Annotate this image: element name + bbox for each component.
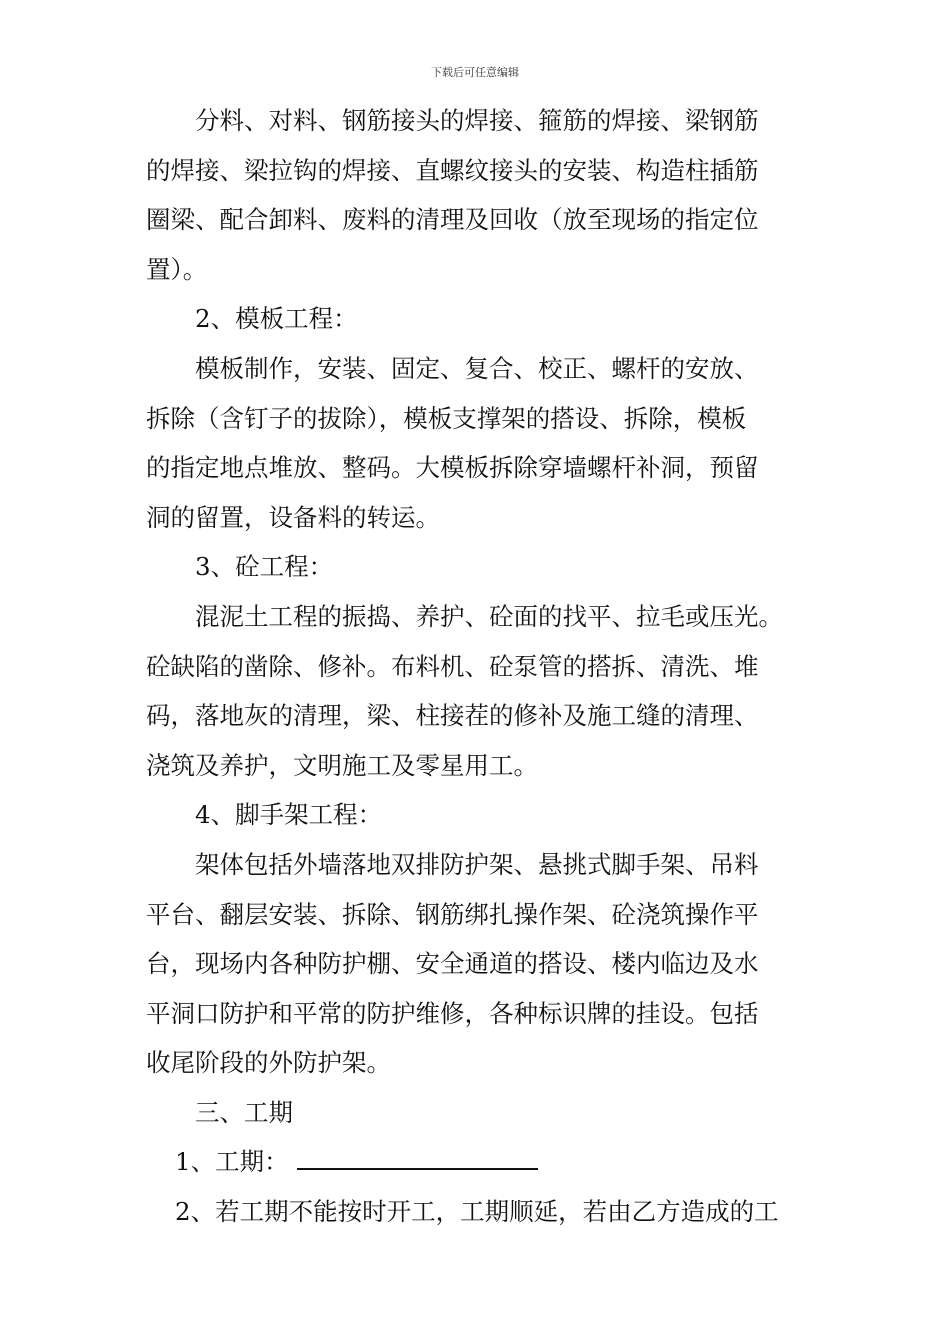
paragraph-line: 的指定地点堆放、整码。大模板拆除穿墙螺杆补洞，预留 [146, 453, 759, 483]
schedule-item-duration [146, 1137, 822, 1187]
paragraph-line: 平洞口防护和平常的防护维修，各种标识牌的挂设。包括 [146, 998, 759, 1028]
paragraph-line: 浇筑及养护，文明施工及零星用工。 [146, 750, 538, 780]
section-heading-formwork: 2、模板工程： [195, 304, 358, 334]
paragraph-line: 收尾阶段的外防护架。 [146, 1048, 391, 1078]
section-heading-concrete: 3、砼工程： [195, 552, 334, 582]
paragraph-line: 洞的留置，设备料的转运。 [146, 502, 440, 532]
blank-fill-line [297, 1138, 538, 1170]
document-body [146, 96, 822, 1237]
section-heading-schedule: 三、工期 [195, 1097, 293, 1127]
paragraph-line: 平台、翻层安装、拆除、钢筋绑扎操作架、砼浇筑操作平 [146, 899, 759, 929]
paragraph-line: 分料、对料、钢筋接头的焊接、箍筋的焊接、梁钢筋 [195, 106, 759, 135]
paragraph-line: 混泥土工程的振捣、养护、砼面的找平、拉毛或压光。 [195, 601, 783, 631]
schedule-duration-label: 1、工期： [175, 1147, 289, 1177]
paragraph-line: 模板制作，安装、固定、复合、校正、螺杆的安放、 [195, 353, 759, 383]
paragraph-line: 拆除（含钉子的拔除），模板支撑架的搭设、拆除，模板 [146, 403, 747, 433]
paragraph-line: 砼缺陷的凿除、修补。布料机、砼泵管的搭拆、清洗、堆 [146, 651, 759, 681]
paragraph-line: 码，落地灰的清理，梁、柱接茬的修补及施工缝的清理、 [146, 701, 759, 731]
paragraph-line: 的焊接、梁拉钩的焊接、直螺纹接头的安装、构造柱插筋 [146, 155, 759, 185]
paragraph-line: 台，现场内各种防护棚、安全通道的搭设、楼内临边及水 [146, 949, 759, 979]
paragraph-line: 圈梁、配合卸料、废料的清理及回收（放至现场的指定位 [146, 205, 759, 235]
paragraph-line: 置）。 [146, 254, 208, 284]
page-header: 下载后可任意编辑 [431, 66, 519, 79]
section-heading-scaffolding: 4、脚手架工程： [195, 800, 383, 830]
schedule-item-delay: 2、若工期不能按时开工，工期顺延，若由乙方造成的工 [175, 1197, 779, 1227]
paragraph-line: 架体包括外墙落地双排防护架、悬挑式脚手架、吊料 [195, 849, 759, 879]
